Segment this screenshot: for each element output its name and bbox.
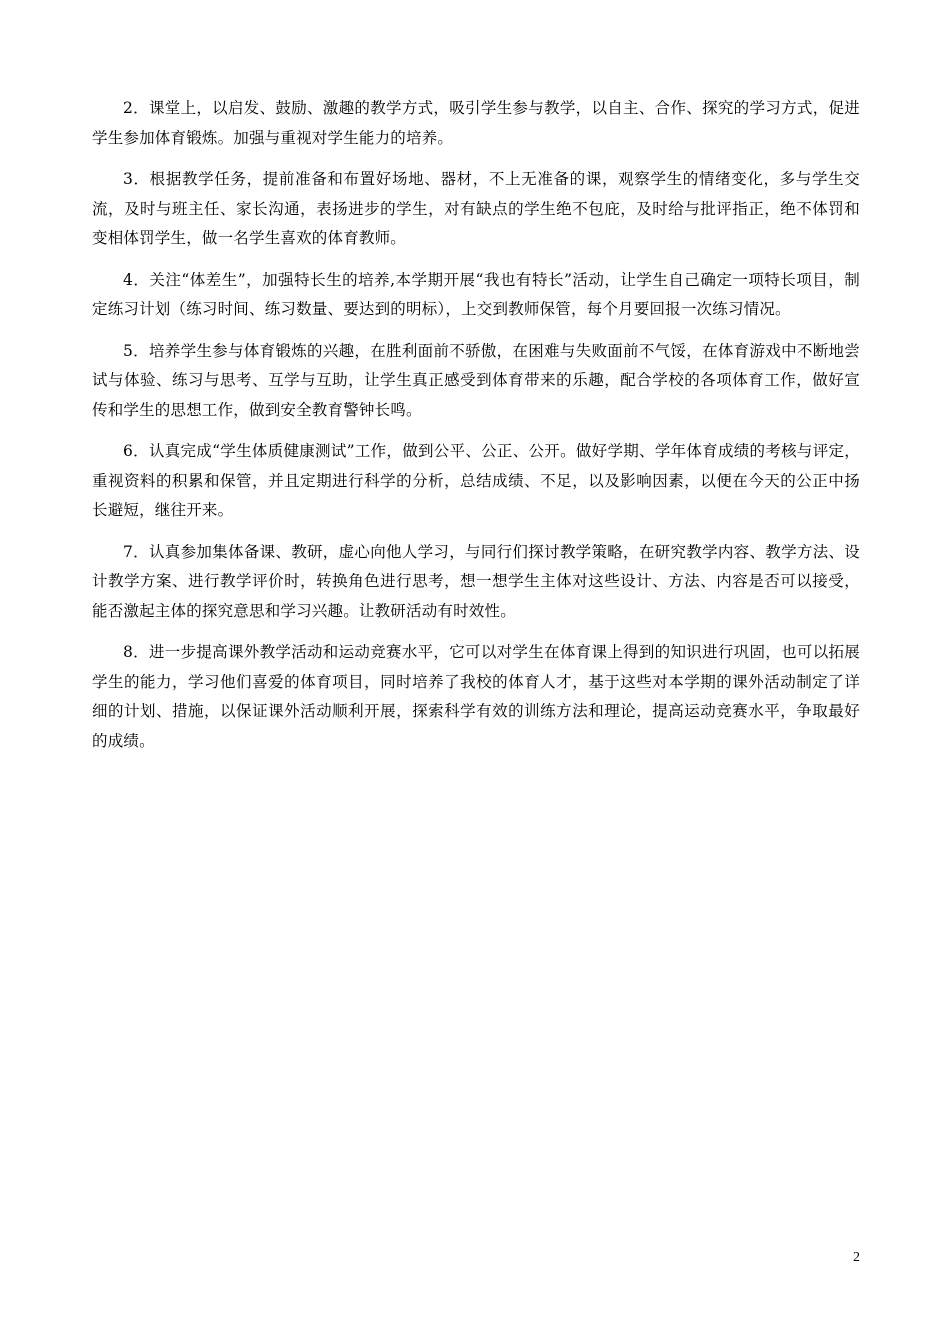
paragraph-item-8: 8．进一步提高课外教学活动和运动竞赛水平，它可以对学生在体育课上得到的知识进行巩固，也可以拓展学生的能力，学习他们喜爱的体育项目，同时培养了我校的体育人才，基于这些对本学期的课外活动制定了详细的计划、措施，以保证课外活动顺利开展，探索科学有效的训练方法和理论，提高运动竞赛水平，争取最好的成绩。 — [92, 643, 860, 750]
paragraph-item-2: 2．课堂上，以启发、鼓励、激趣的教学方式，吸引学生参与教学，以自主、合作、探究的学习方式，促进学生参加体育锻炼。加强与重视对学生能力的培养。 — [92, 99, 860, 147]
paragraph-item-7: 7．认真参加集体备课、教研，虚心向他人学习，与同行们探讨教学策略，在研究教学内容、教学方法、设计教学方案、进行教学评价时，转换角色进行思考，想一想学生主体对这些设计、方法、内容是否可以接受，能否激起主体的探究意思和学习兴趣。让教研活动有时效性。 — [92, 542, 860, 620]
paragraph-item-3: 3．根据教学任务，提前准备和布置好场地、器材，不上无准备的课，观察学生的情绪变化，多与学生交流，及时与班主任、家长沟通，表扬进步的学生，对有缺点的学生绝不包庇，及时给与批评指正，绝不体罚和变相体罚学生，做一名学生喜欢的体育教师。 — [92, 170, 860, 247]
paragraph-item-5: 5．培养学生参与体育锻炼的兴趣，在胜利面前不骄傲，在困难与失败面前不气馁，在体育游戏中不断地尝试与体验、练习与思考、互学与互助，让学生真正感受到体育带来的乐趣，配合学校的各项体育工作，做好宣传和学生的思想工作，做到安全教育警钟长鸣。 — [92, 341, 860, 419]
document-body — [92, 94, 860, 768]
paragraph-item-6: 6．认真完成“学生体质健康测试”工作，做到公平、公正、公开。做好学期、学年体育成绩的考核与评定，重视资料的积累和保管，并且定期进行科学的分析，总结成绩、不足，以及影响因素，以便在今天的公正中扬长避短，继往开来。 — [92, 442, 860, 519]
page-number: 2 — [853, 1250, 860, 1265]
paragraph-item-4: 4．关注“体差生”，加强特长生的培养,本学期开展“我也有特长”活动，让学生自己确定一项特长项目，制定练习计划（练习时间、练习数量、要达到的明标），上交到教师保管，每个月要回报一次练习情况。 — [92, 270, 860, 318]
